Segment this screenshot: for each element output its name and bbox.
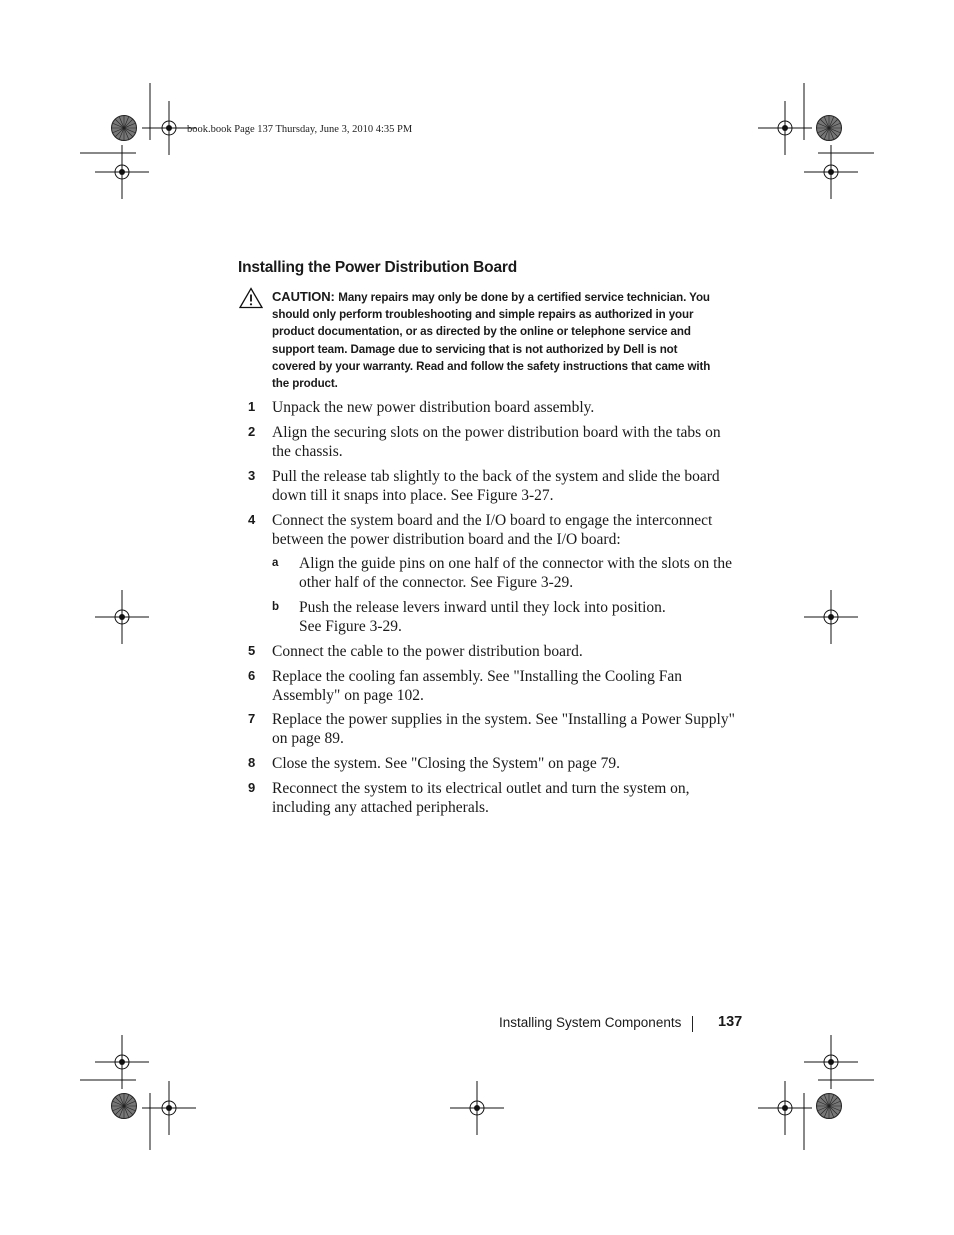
step-number: 3 xyxy=(248,468,256,483)
step-number: 4 xyxy=(248,512,256,527)
substep-text-line: See Figure 3-29. xyxy=(299,618,402,635)
step-number: 2 xyxy=(248,424,256,439)
substep-text-line: Push the release levers inward until they lock into position. xyxy=(299,599,666,616)
step-text: Replace the power supplies in the system. See "Installing a Power Supply" on page 89. xyxy=(272,711,735,747)
step-text: Unpack the new power distribution board assembly. xyxy=(272,399,595,416)
step-number: 7 xyxy=(248,711,256,726)
caution-triangle-icon xyxy=(239,287,263,309)
footer-page-number: 137 xyxy=(718,1014,743,1030)
substep-letter: b xyxy=(272,601,280,613)
caution-notice xyxy=(272,288,722,392)
step-text: Connect the cable to the power distribution board. xyxy=(272,643,583,660)
footer-divider xyxy=(692,1016,693,1032)
step-text: Pull the release tab slightly to the back of the system and slide the board down till it snaps into place. See Figure 3-27. xyxy=(272,468,720,504)
step-number: 6 xyxy=(248,668,256,683)
step-number: 9 xyxy=(248,780,256,795)
print-slug-line: book.book Page 137 Thursday, June 3, 2010 4:35 PM xyxy=(187,124,413,135)
caution-text: Many repairs may only be done by a certified service technician. You should only perform troubleshooting and simple repairs as authorized in your product documentation, or as directed by the online or telephone service and support team. Damage due to servicing that is not authorized by Dell is not covered by your warranty. Read and follow the safety instructions that came with the product. xyxy=(272,291,711,391)
step-text: Replace the cooling fan assembly. See "Installing the Cooling Fan Assembly" on page 102. xyxy=(272,668,682,704)
step-text: Connect the system board and the I/O board to engage the interconnect between the power distribution board and the I/O board: xyxy=(272,512,713,548)
substep-text xyxy=(299,598,744,636)
step-text: Reconnect the system to its electrical outlet and turn the system on, including any attached peripherals. xyxy=(272,780,690,816)
step-text: Align the securing slots on the power distribution board with the tabs on the chassis. xyxy=(272,424,721,460)
footer-section-title: Installing System Components xyxy=(499,1015,682,1030)
substep-text: Align the guide pins on one half of the connector with the slots on the other half of the connector. See Figure 3-29. xyxy=(299,555,733,591)
substep-letter: a xyxy=(272,557,279,569)
step-number: 8 xyxy=(248,755,256,770)
section-heading: Installing the Power Distribution Board xyxy=(238,259,517,276)
step-text: Close the system. See "Closing the System" on page 79. xyxy=(272,755,621,772)
step-number: 1 xyxy=(248,399,256,414)
caution-label: CAUTION: xyxy=(272,289,339,304)
step-number: 5 xyxy=(248,643,256,658)
